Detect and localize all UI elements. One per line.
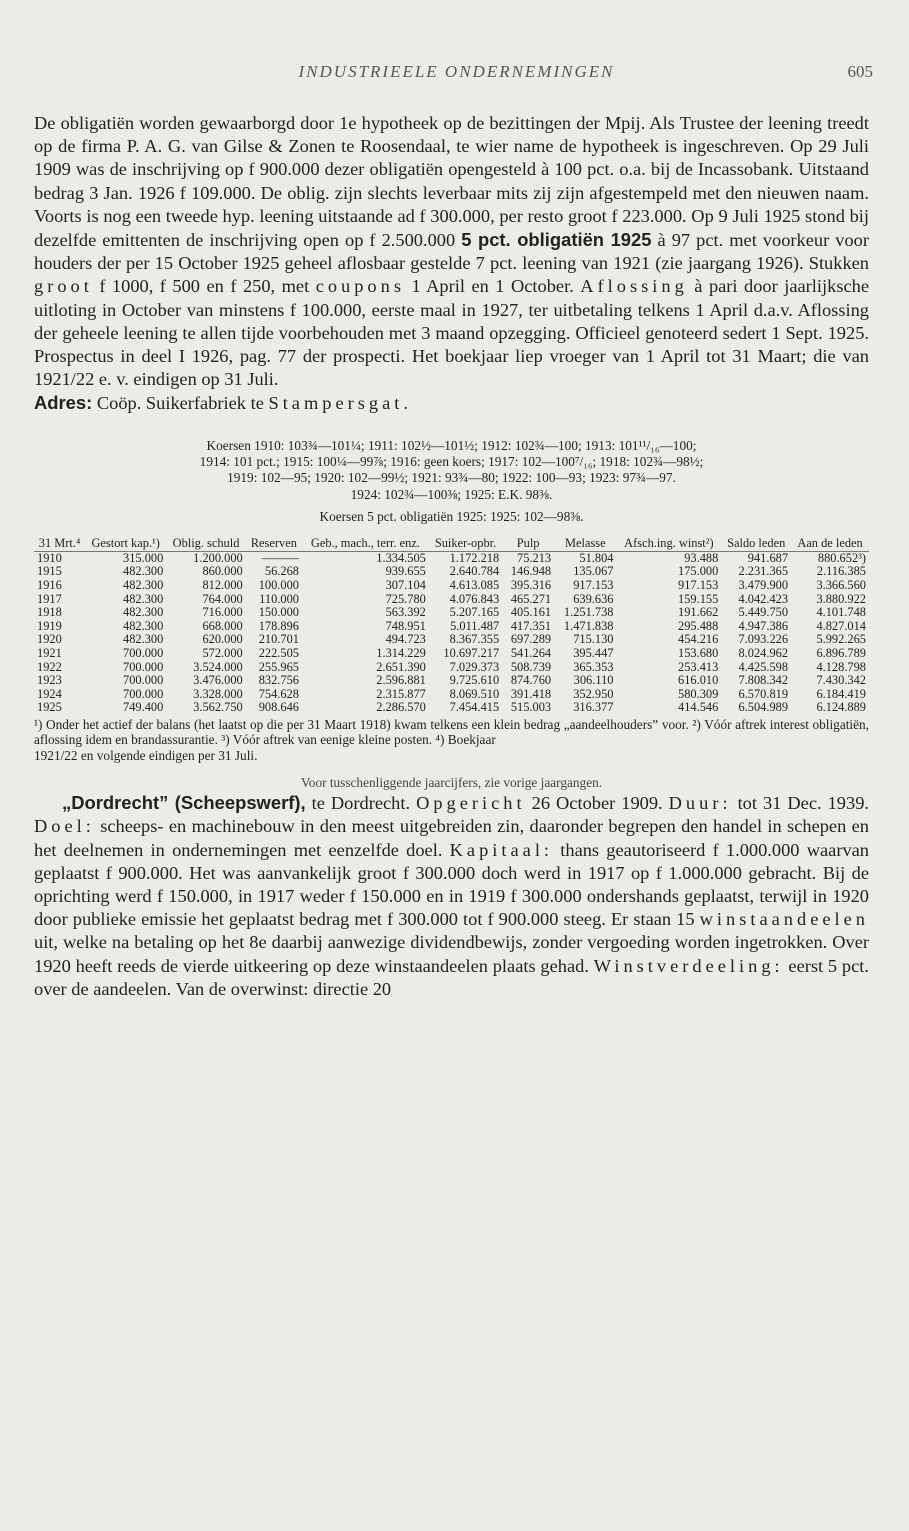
table-cell: 580.309 xyxy=(678,686,719,701)
table-cell: 210.701 xyxy=(258,632,299,647)
table-cell: 1.334.505 xyxy=(376,550,426,565)
table-cell: 482.300 xyxy=(123,578,164,593)
table-cell: 3.562.750 xyxy=(193,700,243,715)
spaced-groot: groot xyxy=(34,276,93,297)
dordrecht-text-a: te Dordrecht. xyxy=(305,793,417,814)
table-row xyxy=(34,620,869,634)
table-cell: 812.000 xyxy=(202,578,243,593)
bond-text-d: 1 April en 1 October. xyxy=(404,276,581,297)
table-row xyxy=(34,579,869,593)
table-cell: 365.353 xyxy=(573,659,614,674)
bond-text-e: à pari door jaarlijksche uitloting in October van minstens f 100.000, eerste maal in 1927, ter uitbetaling telkens 1 April d.a.v. Aflossing der geheele leening te allen tijde voorbehouden met 3 maand opzegging. Officieel genoteerd sedert 1 Sept. 1925. Prospectus in deel I 1926, pag. 77 der prospecti. Het boekjaar liep vroeger van 1 April tot 31 Maart; die van 1921/22 e. v. eindigen op 31 Juli. xyxy=(34,276,869,390)
table-cell: 1.251.738 xyxy=(563,605,614,620)
col-header: Melasse xyxy=(554,537,616,551)
table-cell: 153.680 xyxy=(678,646,719,661)
table-cell: 6.124.889 xyxy=(816,700,866,715)
table-cell: 100.000 xyxy=(258,578,299,593)
table-cell: 316.377 xyxy=(573,700,614,715)
running-head xyxy=(34,62,879,84)
table-cell: 5.011.487 xyxy=(450,618,500,633)
table-cell: 748.951 xyxy=(385,618,426,633)
table-cell: 700.000 xyxy=(123,646,164,661)
table-cell: 1.471.838 xyxy=(563,618,614,633)
dordrecht-text-g: eerst 5 pct. over de aandeelen. Van de overwinst: directie 20 xyxy=(34,955,869,999)
table-cell: 2.286.570 xyxy=(376,700,426,715)
table-cell: 7.093.226 xyxy=(738,632,789,647)
dordrecht-text-c: tot 31 Dec. 1939. xyxy=(731,793,869,814)
adres-text: Coöp. Suikerfabriek te xyxy=(92,393,269,414)
kapitaal-label: Kapitaal: xyxy=(449,839,554,860)
table-cell: 4.076.843 xyxy=(449,591,500,606)
spaced-aflossing: Aflossing xyxy=(580,276,688,297)
adres-place: Stampersgat. xyxy=(268,393,412,414)
table-cell: 482.300 xyxy=(123,618,164,633)
table-cell: 917.153 xyxy=(573,578,614,593)
table-cell: 4.827.014 xyxy=(816,618,866,633)
table-cell-year: 1921 xyxy=(37,646,62,661)
bond-text-c: f 1000, f 500 en f 250, met xyxy=(92,276,316,297)
table-cell-year: 1920 xyxy=(37,632,62,647)
table-cell: 56.268 xyxy=(264,564,299,579)
dordrecht-text-d: scheeps- en machinebouw in den meest uitgebreiden zin, daaronder begrepen den handel in schepen en het deelnemen in ondernemingen met eenzelfde doel. xyxy=(34,816,869,860)
table-cell: 764.000 xyxy=(202,591,243,606)
table-cell: 110.000 xyxy=(259,591,299,606)
table-cell: 2.315.877 xyxy=(376,686,426,701)
table-cell: 917.153 xyxy=(678,578,719,593)
table-cell: 465.271 xyxy=(510,591,552,606)
table-cell: 10.697.217 xyxy=(443,646,500,661)
table-cell-year: 1924 xyxy=(37,686,62,701)
col-header: Saldo leden xyxy=(721,537,791,551)
col-header: Reserven xyxy=(246,537,302,551)
table-row xyxy=(34,633,869,647)
table-cell: 178.896 xyxy=(258,618,299,633)
table-cell: 482.300 xyxy=(123,591,164,606)
table-cell: 5.207.165 xyxy=(449,605,500,620)
table-cell: 352.950 xyxy=(573,686,614,701)
table-cell-year: 1917 xyxy=(37,591,62,606)
table-cell: 7.454.415 xyxy=(449,700,500,715)
col-header: 31 Mrt.⁴ xyxy=(34,537,85,551)
adres-label: Adres: xyxy=(34,392,93,414)
dordrecht-entry xyxy=(34,791,869,1001)
doel-label: Doel: xyxy=(34,816,95,837)
table-cell: 749.400 xyxy=(123,700,164,715)
dordrecht-text-e: thans geautoriseerd f 1.000.000 waarvan geplaatst f 900.000. Het was aanvankelijk groot f 300.000 doch werd in 1917 op f 1.000.000 gebracht. Bij de oprichting werd f 150.000, in 1917 weder f 150.000 en in 1919 f 300.000 ondershands geplaatst, terwijl in 1920 door publieke emissie het geplaatst bedrag met f 300.000 tot f 900.000 steeg. Er staan 15 xyxy=(34,839,869,930)
table-cell-year: 1918 xyxy=(37,605,62,620)
table-cell: 295.488 xyxy=(678,618,719,633)
bond-paragraph xyxy=(34,112,869,416)
table-cell: 5.992.265 xyxy=(816,632,866,647)
table-cell: 4.613.085 xyxy=(449,578,500,593)
table-cell: ——— xyxy=(261,550,299,565)
table-cell: 1.314.229 xyxy=(376,646,426,661)
table-cell-year: 1916 xyxy=(37,578,62,593)
dordrecht-text-b: 26 October 1909. xyxy=(525,793,669,814)
bond-text-a: De obligatiën worden gewaarborgd door 1e hypotheek op de bezittingen der Mpij. Als Trustee der leening treedt op de firma P. A. G. van Gilse & Zonen te Roosendaal, te wier name de hypotheek is ingeschreven. Op 29 Juli 1909 was de inschrijving op f 900.000 dezer obligatiën opengesteld à 100 pct. o.a. bij de Incassobank. Uitstaand bedrag 3 Jan. 1926 f 109.000. De oblig. zijn slechts leverbaar mits zij zijn afgestempeld met den nieuwen naam. Voorts is nog een tweede hyp. leening uitstaande ad f 300.000, per resto groot f 223.000. Op 9 Juli 1925 stond bij dezelfde emittenten de inschrijving open op f 2.500.000 xyxy=(34,113,869,251)
table-cell: 541.264 xyxy=(510,646,552,661)
running-title: INDUSTRIEELE ONDERNEMINGEN xyxy=(298,62,615,81)
table-row xyxy=(34,661,869,675)
table-cell: 2.596.881 xyxy=(376,673,426,688)
koersen-block xyxy=(34,438,869,504)
page-number: 605 xyxy=(847,62,873,81)
table-cell: 175.000 xyxy=(678,564,719,579)
table-cell: 3.366.560 xyxy=(816,578,866,593)
table-cell: 515.003 xyxy=(510,700,552,715)
table-cell: 159.155 xyxy=(678,591,719,606)
opgericht-label: Opgericht xyxy=(416,793,526,814)
table-row xyxy=(34,701,869,715)
table-row xyxy=(34,688,869,702)
table-cell: 75.213 xyxy=(517,550,552,565)
spaced-coupons: coupons xyxy=(315,276,405,297)
col-header: Gestort kap.¹) xyxy=(85,537,166,551)
table-cell: 222.505 xyxy=(258,646,299,661)
financial-table xyxy=(34,537,869,715)
table-cell: 5.449.750 xyxy=(738,605,789,620)
table-cell: 697.289 xyxy=(510,632,552,647)
table-cell: 4.101.748 xyxy=(816,605,866,620)
koersen-line-3: 1919: 102—95; 1920: 102—99½; 1921: 93¾—80; 1922: 100—93; 1923: 97¾—97. xyxy=(227,470,676,486)
table-cell: 51.804 xyxy=(579,550,614,565)
table-cell: 135.067 xyxy=(573,564,614,579)
table-cell: 700.000 xyxy=(123,659,164,674)
table-cell: 395.316 xyxy=(510,578,552,593)
table-cell: 3.476.000 xyxy=(193,673,243,688)
table-cell: 414.546 xyxy=(678,700,719,715)
table-cell: 639.636 xyxy=(573,591,614,606)
koersen-line-1: Koersen 1910: 103¾—101¼; 1911: 102½—101½; 1912: 102¾—100; 1913: 101¹¹/₁₆—100; xyxy=(206,437,697,453)
table-cell: 4.042.423 xyxy=(738,591,789,606)
table-cell: 7.430.342 xyxy=(816,673,866,688)
table-cell: 880.652³) xyxy=(817,550,866,565)
table-cell: 832.756 xyxy=(258,673,299,688)
table-cell: 715.130 xyxy=(573,632,614,647)
table-cell: 1.172.218 xyxy=(449,550,500,565)
table-cell: 4.128.798 xyxy=(816,659,866,674)
footnote-text: ¹) Onder het actief der balans (het laatst op die per 31 Maart 1918) kwam telkens een klein bedrag „aandeelhouders” voor. ²) Vóór aftrek interest obligatiën, aflossing idem en brandassurantie. ³) Vóór aftrek van eenige kleine posten. ⁴) Boekjaar xyxy=(34,716,869,748)
table-cell: 8.367.355 xyxy=(449,632,500,647)
table-cell: 7.808.342 xyxy=(738,673,789,688)
table-cell: 4.947.386 xyxy=(738,618,789,633)
table-cell: 2.651.390 xyxy=(376,659,426,674)
table-cell-year: 1922 xyxy=(37,659,62,674)
col-header: Afsch.ing. winst²) xyxy=(616,537,721,551)
table-cell: 874.760 xyxy=(510,673,552,688)
table-cell: 306.110 xyxy=(573,673,614,688)
table-cell: 1.200.000 xyxy=(193,550,243,565)
table-cell: 4.425.598 xyxy=(738,659,789,674)
table-cell: 315.000 xyxy=(123,550,164,565)
table-row xyxy=(34,647,869,661)
table-cell: 716.000 xyxy=(202,605,243,620)
table-cell: 3.479.900 xyxy=(738,578,789,593)
table-row xyxy=(34,593,869,607)
table-cell: 6.184.419 xyxy=(816,686,866,701)
body-text xyxy=(34,112,869,1001)
table-cell: 616.010 xyxy=(678,673,719,688)
table-cell: 620.000 xyxy=(202,632,243,647)
table-cell: 482.300 xyxy=(123,564,164,579)
table-cell-year: 1915 xyxy=(37,564,62,579)
table-cell: 391.418 xyxy=(510,686,552,701)
duur-label: Duur: xyxy=(668,793,732,814)
winstaandeelen-label: winstaandeelen xyxy=(699,909,869,930)
table-row xyxy=(34,565,869,579)
dordrecht-text-f: uit, welke na betaling op het 8e daarbij aanwezige dividendbewijs, zonder vergoeding worden ingetrokken. Over 1920 heeft reeds de vierde uitkeering op deze winstaandeelen plaats gehad. xyxy=(34,932,869,976)
company-name: „Dordrecht” (Scheepswerf), xyxy=(62,792,306,814)
koersen-line-2: 1914: 101 pct.; 1915: 100¼—99⅞; 1916: geen koers; 1917: 102—100⁷/₁₆; 1918: 102¾—98½; xyxy=(199,454,704,470)
table-cell: 2.116.385 xyxy=(816,564,866,579)
table-cell: 253.413 xyxy=(678,659,719,674)
table-cell: 754.628 xyxy=(258,686,299,701)
koersen-line-4: 1924: 102¾—100⅜; 1925: E.K. 98⅜. xyxy=(350,486,553,502)
table-cell: 150.000 xyxy=(258,605,299,620)
footnote-text-end: 1921/22 en volgende eindigen per 31 Juli. xyxy=(34,747,258,763)
bond-text-b: à 97 pct. met voorkeur voor houders der per 15 October 1925 geheel aflosbaar gestelde 7 pct. leening van 1921 (zie jaargang 1926). Stukken xyxy=(34,230,869,274)
koersen-obligatien: Koersen 5 pct. obligatiën 1925: 1925: 102—98⅜. xyxy=(319,509,584,525)
table-cell-year: 1919 xyxy=(37,618,62,633)
table-cell: 939.655 xyxy=(385,564,426,579)
winstverdeeling-label: Winstverdeeling: xyxy=(593,955,784,976)
table-cell: 2.231.365 xyxy=(738,564,789,579)
table-footnotes xyxy=(34,717,869,763)
table-cell: 3.328.000 xyxy=(193,686,243,701)
table-cell: 2.640.784 xyxy=(449,564,500,579)
table-cell: 395.447 xyxy=(573,646,614,661)
table-header-row xyxy=(34,537,869,551)
table-cell: 508.739 xyxy=(510,659,552,674)
table-row xyxy=(34,551,869,565)
table-cell: 8.024.962 xyxy=(738,646,789,661)
table-cell: 908.646 xyxy=(258,700,299,715)
col-header: Suiker-opbr. xyxy=(429,537,502,551)
previous-years-note: Voor tusschenliggende jaarcijfers, zie vorige jaargangen. xyxy=(300,775,603,791)
table-cell: 3.524.000 xyxy=(193,659,243,674)
col-header: Aan de leden xyxy=(791,537,869,551)
table-cell: 6.896.789 xyxy=(816,646,866,661)
table-cell: 93.488 xyxy=(684,550,719,565)
table-cell-year: 1925 xyxy=(37,700,62,715)
table-cell: 700.000 xyxy=(123,686,164,701)
table-cell: 6.570.819 xyxy=(738,686,789,701)
table-cell: 482.300 xyxy=(123,605,164,620)
table-cell: 146.948 xyxy=(510,564,552,579)
table-cell: 572.000 xyxy=(202,646,243,661)
table-cell: 8.069.510 xyxy=(449,686,500,701)
table-cell-year: 1923 xyxy=(37,673,62,688)
table-cell: 405.161 xyxy=(510,605,552,620)
table-cell: 860.000 xyxy=(202,564,243,579)
table-cell: 494.723 xyxy=(385,632,426,647)
table-cell-year: 1910 xyxy=(37,550,62,565)
table-cell: 700.000 xyxy=(123,673,164,688)
table-cell: 725.780 xyxy=(385,591,426,606)
table-cell: 482.300 xyxy=(123,632,164,647)
table-cell: 417.351 xyxy=(510,618,552,633)
table-cell: 255.965 xyxy=(258,659,299,674)
table-row xyxy=(34,606,869,620)
table-cell: 307.104 xyxy=(385,578,426,593)
table-cell: 563.392 xyxy=(385,605,426,620)
table-cell: 6.504.989 xyxy=(738,700,789,715)
table-cell: 3.880.922 xyxy=(816,591,866,606)
table-cell: 668.000 xyxy=(202,618,243,633)
table-cell: 7.029.373 xyxy=(449,659,500,674)
table-cell: 941.687 xyxy=(747,550,789,565)
col-header: Geb., mach., terr. enz. xyxy=(302,537,429,551)
bond-heading: 5 pct. obligatiën 1925 xyxy=(461,229,652,251)
col-header: Pulp xyxy=(502,537,554,551)
col-header: Oblig. schuld xyxy=(166,537,245,551)
table-cell: 9.725.610 xyxy=(449,673,500,688)
table-cell: 191.662 xyxy=(678,605,719,620)
table-row xyxy=(34,674,869,688)
table-cell: 454.216 xyxy=(678,632,719,647)
table-body xyxy=(34,551,869,715)
